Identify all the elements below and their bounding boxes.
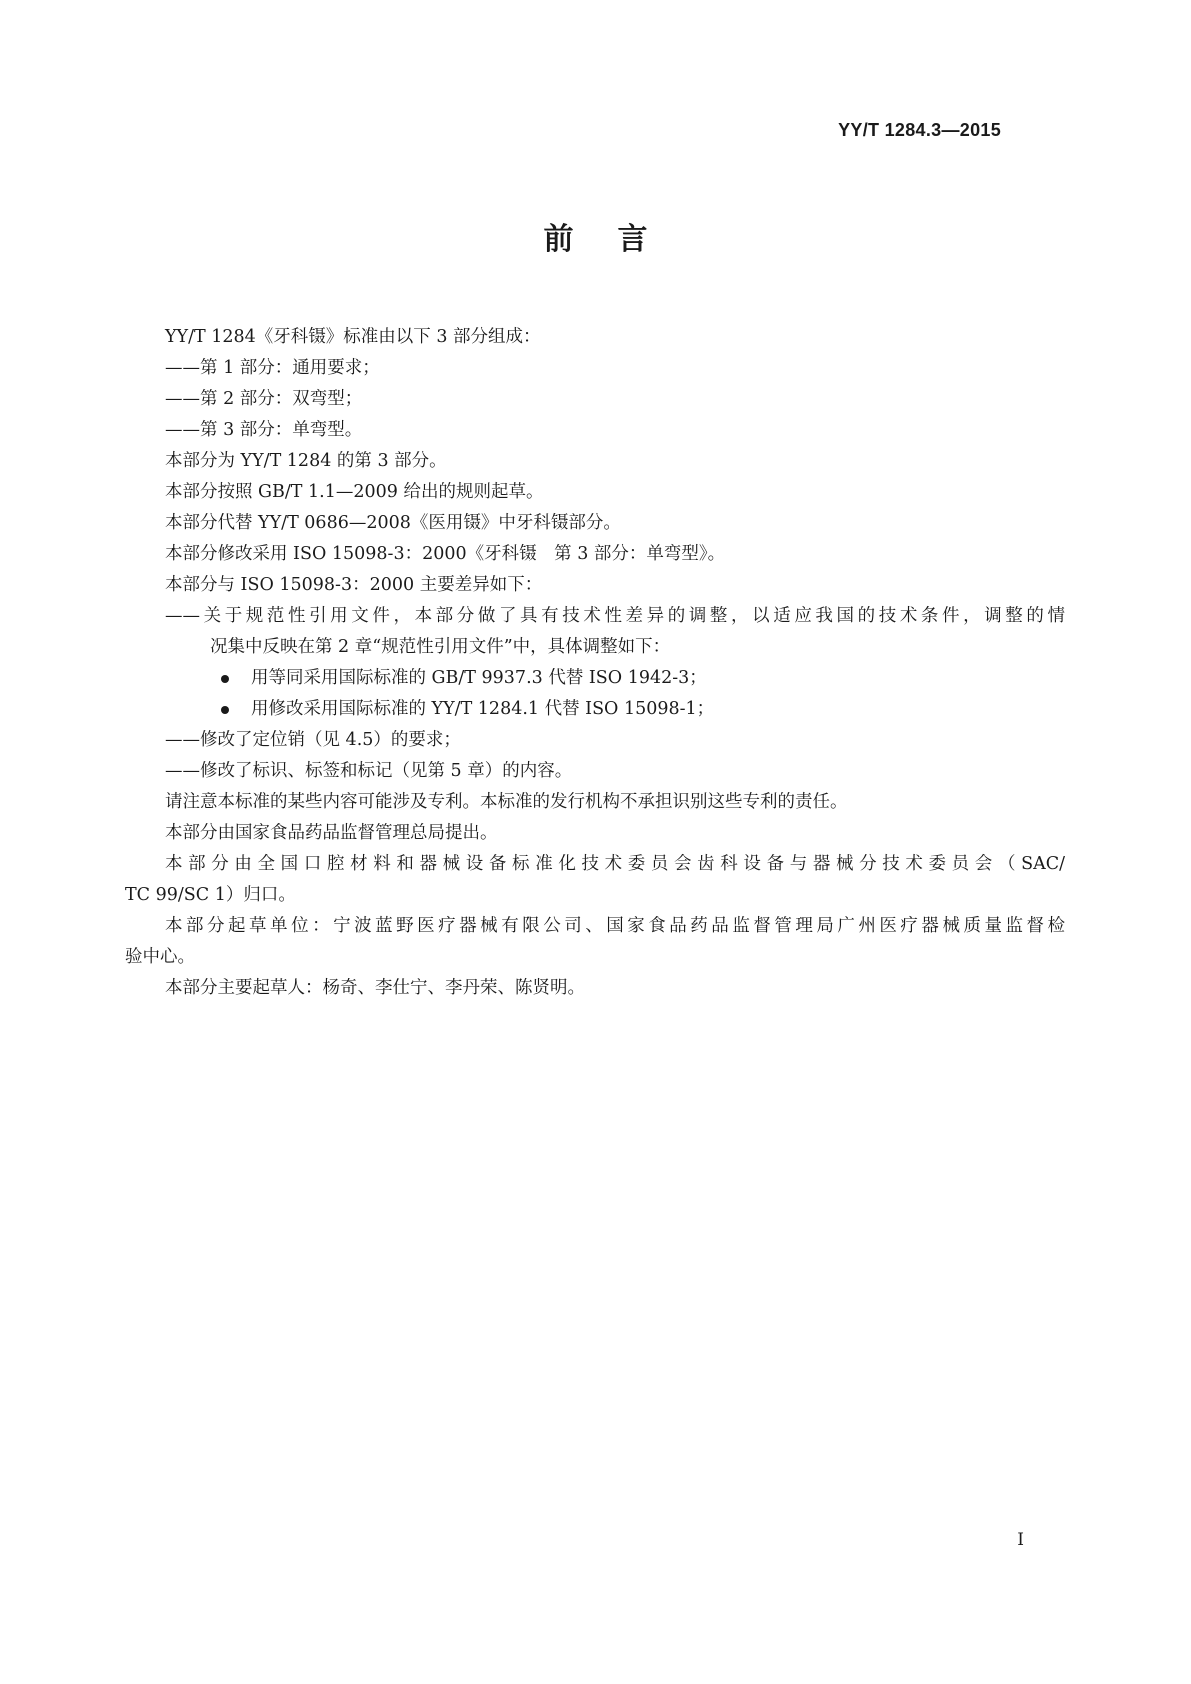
list-item-marking: ——修改了标识、标签和标记（见第 5 章）的内容。 bbox=[165, 761, 573, 781]
list-item-locating-pin: ——修改了定位销（见 4.5）的要求； bbox=[165, 730, 461, 750]
list-item-part1: ——第 1 部分：通用要求； bbox=[165, 358, 380, 378]
paragraph-modified-adoption: 本部分修改采用 ISO 15098-3：2000《牙科镊 第 3 部分：单弯型》。 bbox=[165, 544, 726, 564]
preface-body bbox=[125, 322, 1065, 1004]
list-item-normative-references: ——关于规范性引用文件，本部分做了具有技术性差异的调整，以适应我国的技术条件，调整的情 bbox=[165, 606, 1065, 626]
paragraph-drafting-units: 本部分起草单位：宁波蓝野医疗器械有限公司、国家食品药品监督管理局广州医疗器械质量监督检 bbox=[165, 916, 1065, 936]
page-title: 前言 bbox=[543, 222, 692, 257]
paragraph-main-drafters: 本部分主要起草人：杨奇、李仕宁、李丹荣、陈贤明。 bbox=[165, 978, 585, 998]
document-code: YY/T 1284.3—2015 bbox=[838, 120, 1001, 140]
list-item-normative-references-cont: 况集中反映在第 2 章“规范性引用文件”中，具体调整如下： bbox=[210, 637, 671, 657]
paragraph-proposed-by: 本部分由国家食品药品监督管理总局提出。 bbox=[165, 823, 498, 843]
paragraph-patent-notice: 请注意本标准的某些内容可能涉及专利。本标准的发行机构不承担识别这些专利的责任。 bbox=[165, 792, 848, 812]
paragraph-under-jurisdiction-cont: TC 99/SC 1）归口。 bbox=[125, 885, 296, 905]
list-item-part3: ——第 3 部分：单弯型。 bbox=[165, 420, 363, 440]
bullet-text: 用修改采用国际标准的 YY/T 1284.1 代替 ISO 15098-1； bbox=[251, 699, 715, 719]
bullet-icon bbox=[221, 706, 229, 714]
paragraph-replaces: 本部分代替 YY/T 0686—2008《医用镊》中牙科镊部分。 bbox=[165, 513, 621, 533]
list-item-part2: ——第 2 部分：双弯型； bbox=[165, 389, 363, 409]
page-number: I bbox=[1017, 1530, 1024, 1550]
bullet-item bbox=[125, 663, 1065, 694]
bullet-item bbox=[125, 694, 1065, 725]
bullet-text: 用等同采用国际标准的 GB/T 9937.3 代替 ISO 1942-3； bbox=[251, 668, 707, 688]
paragraph-drafting-rules: 本部分按照 GB/T 1.1—2009 给出的规则起草。 bbox=[165, 482, 544, 502]
paragraph-under-jurisdiction: 本部分由全国口腔材料和器械设备标准化技术委员会齿科设备与器械分技术委员会（SAC/ bbox=[165, 854, 1065, 874]
paragraph-differences: 本部分与 ISO 15098-3：2000 主要差异如下： bbox=[165, 575, 543, 595]
paragraph-drafting-units-cont: 验中心。 bbox=[125, 947, 195, 967]
paragraph-part-of: 本部分为 YY/T 1284 的第 3 部分。 bbox=[165, 451, 447, 471]
paragraph-intro: YY/T 1284《牙科镊》标准由以下 3 部分组成： bbox=[165, 327, 541, 347]
bullet-icon bbox=[221, 675, 229, 683]
